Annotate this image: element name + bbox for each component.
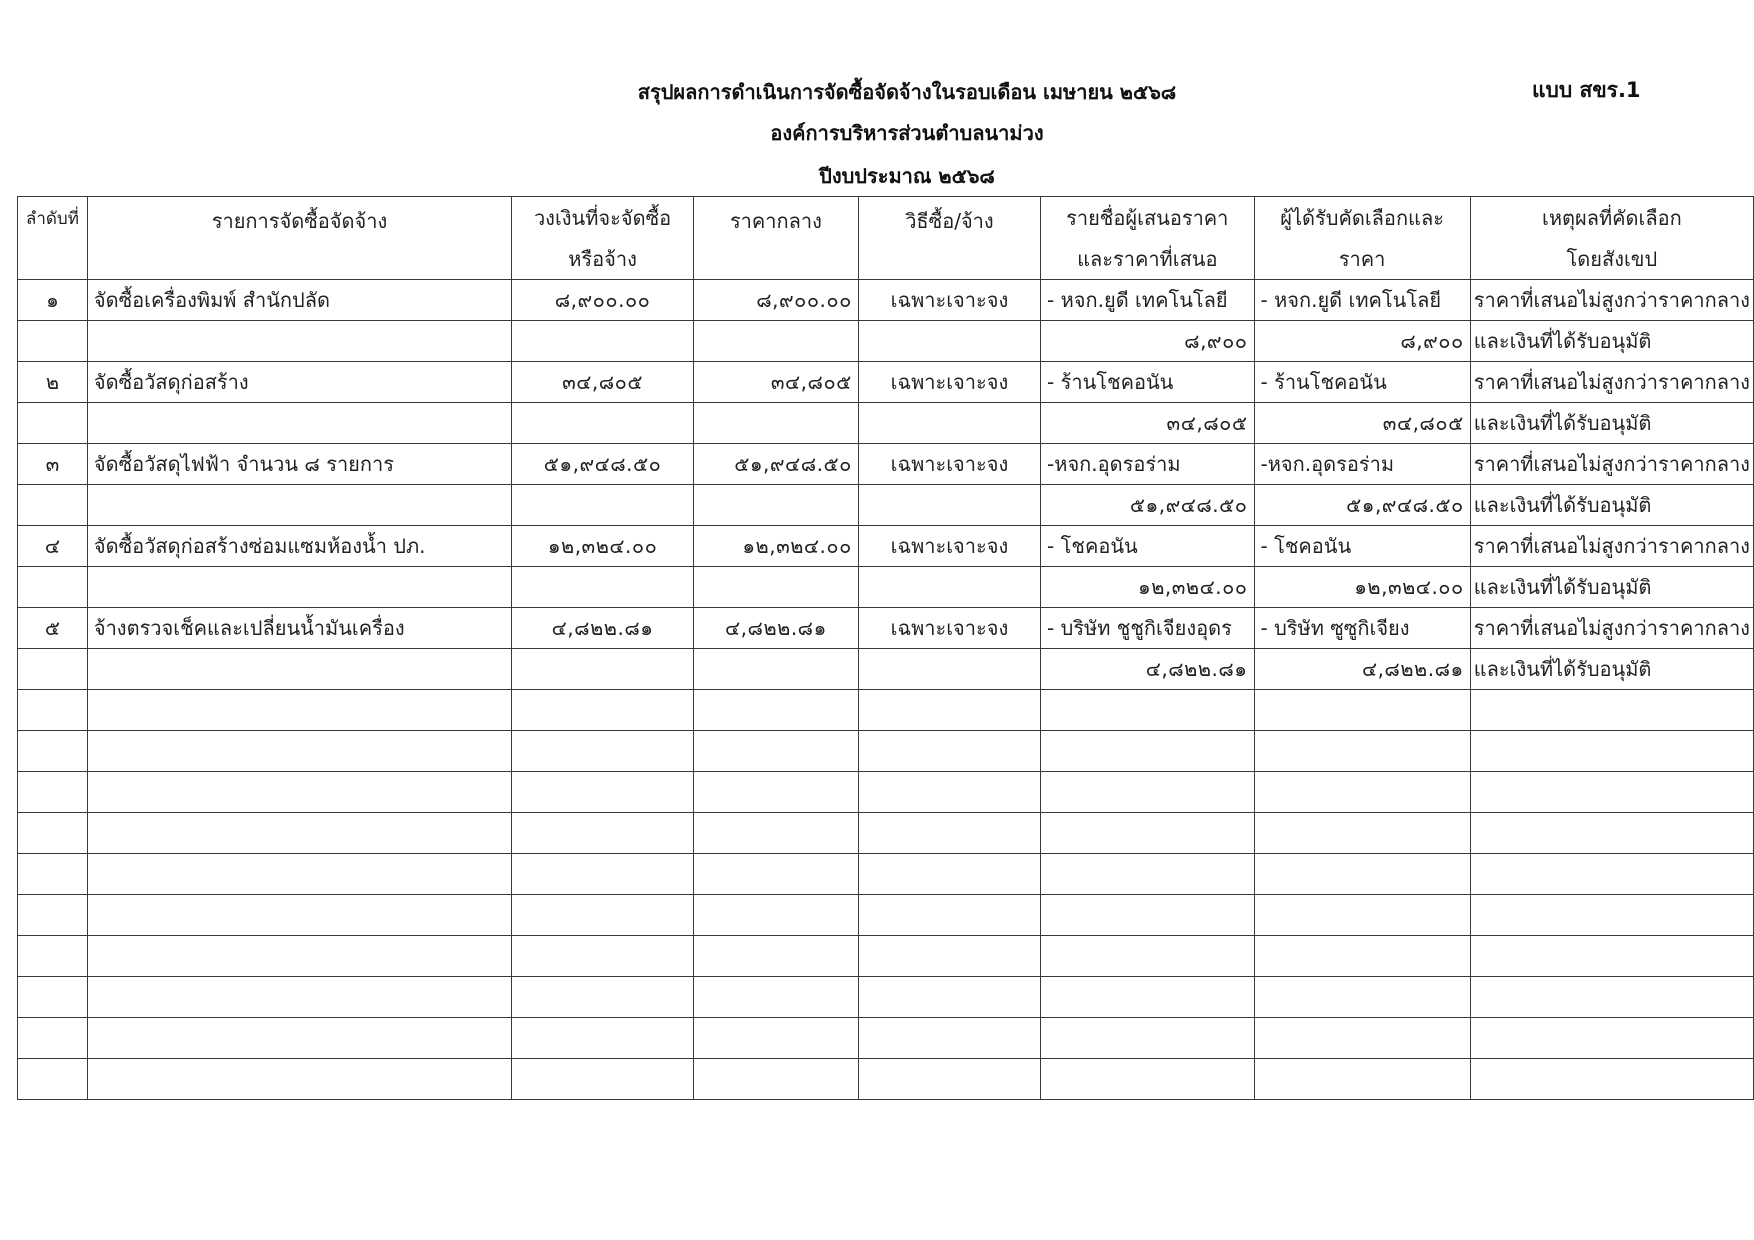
row-method: เฉพาะเจาะจง [858,362,1040,403]
empty-row [18,731,1754,772]
row-budget: ๘,๙๐๐.๐๐ [512,280,694,321]
col-header-no: ลำดับที่ [18,197,88,280]
empty-row [18,1059,1754,1100]
row-winner-name: - ร้านโชคอนัน [1254,362,1470,403]
row-item: จัดซื้อวัสดุไฟฟ้า จำนวน ๘ รายการ [87,444,511,485]
row-number: ๑ [18,280,88,321]
table-row-continued [18,403,1754,444]
row-item: จัดซื้อเครื่องพิมพ์ สำนักปลัด [87,280,511,321]
empty-row [18,936,1754,977]
procurement-table [17,196,1754,1100]
empty-row [18,813,1754,854]
table-row-continued [18,649,1754,690]
row-number: ๕ [18,608,88,649]
table-row-continued [18,567,1754,608]
row-bidder-name: - ร้านโชคอนัน [1041,362,1254,403]
row-method: เฉพาะเจาะจง [858,444,1040,485]
row-method: เฉพาะเจาะจง [858,280,1040,321]
row-winner-name: - บริษัท ซูซูกิเจียง [1254,608,1470,649]
row-reason-2: และเงินที่ได้รับอนุมัติ [1470,321,1753,362]
row-reason: ราคาที่เสนอไม่สูงกว่าราคากลาง [1470,526,1753,567]
row-bidder-name: - บริษัท ชูชูกิเจียงอุดร [1041,608,1254,649]
row-number: ๓ [18,444,88,485]
row-bidder-price: ๔,๘๒๒.๘๑ [1041,649,1254,690]
row-winner-price: ๘,๙๐๐ [1254,321,1470,362]
form-code: แบบ สขร.1 [1532,78,1641,102]
col-header-winner-2: ราคา [1254,238,1470,280]
empty-row [18,895,1754,936]
row-winner-name: - โชคอนัน [1254,526,1470,567]
row-median-price: ๕๑,๙๔๘.๕๐ [694,444,859,485]
row-item: จัดซื้อวัสดุก่อสร้างซ่อมแซมห้องน้ำ ปภ. [87,526,511,567]
row-bidder-name: - หจก.ยูดี เทคโนโลยี [1041,280,1254,321]
row-bidder-name: - โชคอนัน [1041,526,1254,567]
empty-row [18,772,1754,813]
col-header-budget: วงเงินที่จะจัดซื้อ [512,197,694,239]
document-title: สรุปผลการดำเนินการจัดซื้อจัดจ้างในรอบเดือน เมษายน ๒๕๖๘ [637,80,1177,104]
row-winner-price: ๑๒,๓๒๔.๐๐ [1254,567,1470,608]
row-reason-2: และเงินที่ได้รับอนุมัติ [1470,567,1753,608]
empty-row [18,690,1754,731]
empty-row [18,854,1754,895]
organization-name: องค์การบริหารส่วนตำบลนาม่วง [770,121,1044,145]
row-bidder-price: ๕๑,๙๔๘.๕๐ [1041,485,1254,526]
table-header-row [18,197,1754,239]
row-median-price: ๔,๘๒๒.๘๑ [694,608,859,649]
col-header-median-price: ราคากลาง [694,197,859,280]
row-budget: ๓๔,๘๐๕ [512,362,694,403]
row-item: จ้างตรวจเช็คและเปลี่ยนน้ำมันเครื่อง [87,608,511,649]
col-header-budget-2: หรือจ้าง [512,238,694,280]
col-header-bidders-2: และราคาที่เสนอ [1041,238,1254,280]
row-winner-price: ๕๑,๙๔๘.๕๐ [1254,485,1470,526]
col-header-winner: ผู้ได้รับคัดเลือกและ [1254,197,1470,239]
table-row [18,280,1754,321]
row-bidder-price: ๓๔,๘๐๕ [1041,403,1254,444]
row-median-price: ๑๒,๓๒๔.๐๐ [694,526,859,567]
row-number: ๔ [18,526,88,567]
empty-row [18,977,1754,1018]
col-header-item: รายการจัดซื้อจัดจ้าง [87,197,511,280]
empty-row [18,1018,1754,1059]
row-reason: ราคาที่เสนอไม่สูงกว่าราคากลาง [1470,444,1753,485]
row-method: เฉพาะเจาะจง [858,608,1040,649]
row-bidder-price: ๘,๙๐๐ [1041,321,1254,362]
row-winner-name: - หจก.ยูดี เทคโนโลยี [1254,280,1470,321]
row-method: เฉพาะเจาะจง [858,526,1040,567]
row-reason: ราคาที่เสนอไม่สูงกว่าราคากลาง [1470,362,1753,403]
row-median-price: ๘,๙๐๐.๐๐ [694,280,859,321]
row-budget: ๔,๘๒๒.๘๑ [512,608,694,649]
row-winner-name: -หจก.อุดรอร่าม [1254,444,1470,485]
row-item: จัดซื้อวัสดุก่อสร้าง [87,362,511,403]
table-row-continued [18,321,1754,362]
row-reason-2: และเงินที่ได้รับอนุมัติ [1470,485,1753,526]
row-reason-2: และเงินที่ได้รับอนุมัติ [1470,403,1753,444]
row-budget: ๕๑,๙๔๘.๕๐ [512,444,694,485]
col-header-reason-2: โดยสังเขป [1470,238,1753,280]
row-number: ๒ [18,362,88,403]
row-bidder-price: ๑๒,๓๒๔.๐๐ [1041,567,1254,608]
row-budget: ๑๒,๓๒๔.๐๐ [512,526,694,567]
col-header-method: วิธีซื้อ/จ้าง [858,197,1040,280]
row-median-price: ๓๔,๘๐๕ [694,362,859,403]
table-row [18,526,1754,567]
col-header-bidders: รายชื่อผู้เสนอราคา [1041,197,1254,239]
row-reason: ราคาที่เสนอไม่สูงกว่าราคากลาง [1470,280,1753,321]
row-reason-2: และเงินที่ได้รับอนุมัติ [1470,649,1753,690]
row-winner-price: ๓๔,๘๐๕ [1254,403,1470,444]
fiscal-year: ปีงบประมาณ ๒๕๖๘ [819,164,995,188]
col-header-reason: เหตุผลที่คัดเลือก [1470,197,1753,239]
table-row-continued [18,485,1754,526]
row-winner-price: ๔,๘๒๒.๘๑ [1254,649,1470,690]
table-row [18,362,1754,403]
table-row [18,608,1754,649]
row-reason: ราคาที่เสนอไม่สูงกว่าราคากลาง [1470,608,1753,649]
table-row [18,444,1754,485]
row-bidder-name: -หจก.อุดรอร่าม [1041,444,1254,485]
